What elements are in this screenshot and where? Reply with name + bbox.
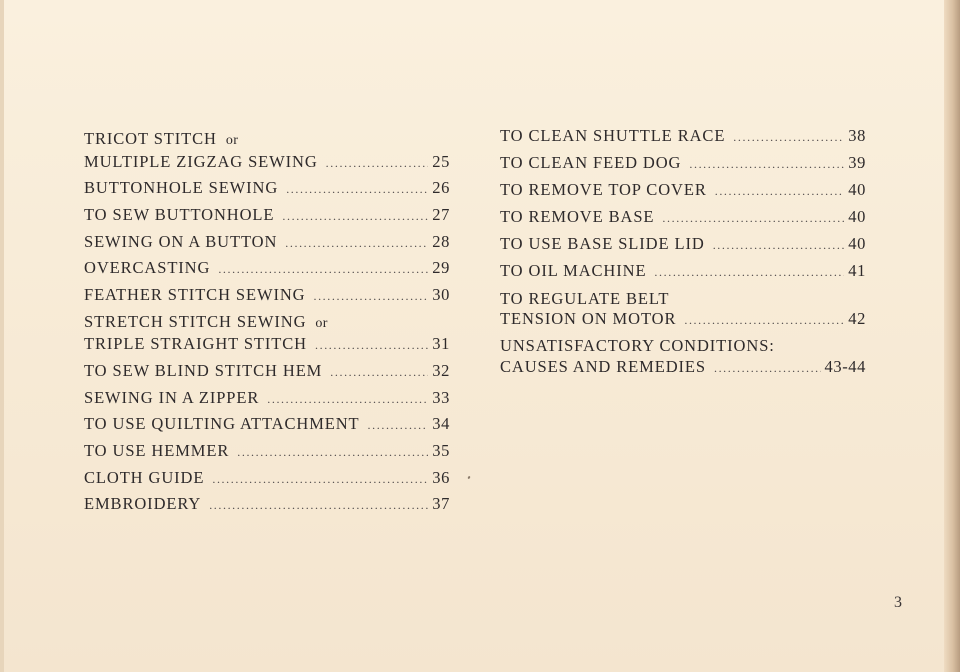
contents-line <box>84 334 450 356</box>
entry-conjunction: or <box>225 133 239 148</box>
dot-leader <box>285 233 428 254</box>
contents-entry <box>84 441 450 463</box>
contents-line <box>500 336 866 357</box>
contents-line <box>84 494 450 516</box>
contents-entry <box>84 388 450 410</box>
entry-page-number: 40 <box>848 180 866 200</box>
entry-page-number: 36 <box>432 467 450 487</box>
dot-leader <box>326 153 429 174</box>
entry-page-number: 33 <box>432 387 450 407</box>
entry-title: TO CLEAN FEED DOG <box>500 153 682 173</box>
contents-entry <box>84 178 450 200</box>
dot-leader <box>715 181 845 202</box>
contents-line <box>84 468 450 490</box>
contents-line <box>500 309 866 331</box>
entry-title: BUTTONHOLE SEWING <box>84 178 279 198</box>
page-left-edge <box>0 0 4 672</box>
entry-page-number: 40 <box>848 207 866 227</box>
contents-entry <box>500 261 866 283</box>
contents-line <box>500 126 866 148</box>
contents-line <box>84 388 450 410</box>
contents-entry <box>84 258 450 280</box>
entry-page-number: 34 <box>432 414 450 434</box>
contents-entry <box>84 285 450 307</box>
entry-title: TENSION ON MOTOR <box>500 309 677 329</box>
dot-leader <box>689 154 844 175</box>
dot-leader <box>218 259 428 280</box>
contents-entry <box>500 336 866 378</box>
entry-page-number: 37 <box>432 494 450 514</box>
entry-title: SEWING ON A BUTTON <box>84 231 278 251</box>
entry-title: TO OIL MACHINE <box>500 261 647 281</box>
entry-page-number: 31 <box>432 334 450 354</box>
contents-entry <box>500 180 866 202</box>
entry-title: TO REMOVE TOP COVER <box>500 180 707 200</box>
entry-title: TO USE QUILTING ATTACHMENT <box>84 414 360 434</box>
dot-leader <box>654 262 844 283</box>
dot-leader <box>714 358 821 379</box>
dot-leader <box>282 206 428 227</box>
contents-entry <box>84 232 450 254</box>
contents-line <box>84 152 450 174</box>
dot-leader <box>713 235 845 256</box>
contents-line <box>500 289 866 310</box>
contents-line <box>84 232 450 254</box>
entry-title: TRICOT STITCH <box>84 129 217 148</box>
entry-title: UNSATISFACTORY CONDITIONS: <box>500 336 775 356</box>
paper-speck <box>467 476 470 480</box>
contents-line <box>84 258 450 280</box>
contents-line <box>84 178 450 200</box>
contents-entry <box>84 129 450 173</box>
entry-page-number: 27 <box>432 204 450 224</box>
dot-leader <box>662 208 844 229</box>
contents-entry <box>500 207 866 229</box>
entry-page-number: 38 <box>848 126 866 145</box>
page-number: 3 <box>894 594 902 611</box>
entry-title: CAUSES AND REMEDIES <box>500 356 706 376</box>
contents-entry <box>84 468 450 490</box>
entry-title: TRIPLE STRAIGHT STITCH <box>84 334 307 354</box>
contents-entry <box>84 361 450 383</box>
entry-page-number: 32 <box>432 360 450 380</box>
entry-page-number: 40 <box>848 234 866 254</box>
entry-title: EMBROIDERY <box>84 494 202 514</box>
dot-leader <box>733 127 844 148</box>
contents-entry <box>500 153 866 175</box>
entry-title: TO SEW BUTTONHOLE <box>84 204 275 224</box>
entry-page-number: 26 <box>432 178 450 198</box>
contents-line <box>500 180 866 202</box>
contents-entry <box>500 126 866 148</box>
dot-leader <box>286 179 428 200</box>
entry-title: TO REGULATE BELT <box>500 288 670 308</box>
contents-entry <box>84 414 450 436</box>
entry-title: MULTIPLE ZIGZAG SEWING <box>84 151 318 171</box>
contents-entry <box>500 234 866 256</box>
page-binding-edge <box>944 0 960 672</box>
entry-title: TO CLEAN SHUTTLE RACE <box>500 126 726 145</box>
entry-title: FEATHER STITCH SEWING <box>84 284 306 304</box>
contents-line <box>500 153 866 175</box>
dot-leader <box>368 415 429 436</box>
entry-page-number: 28 <box>432 231 450 251</box>
dot-leader <box>237 442 428 463</box>
dot-leader <box>209 495 428 516</box>
contents-line <box>84 205 450 227</box>
entry-page-number: 35 <box>432 440 450 460</box>
contents-entry <box>500 289 866 331</box>
contents-line <box>500 234 866 256</box>
entry-page-number: 41 <box>848 261 866 281</box>
entry-title: TO REMOVE BASE <box>500 207 655 227</box>
contents-line <box>84 414 450 436</box>
entry-page-number: 39 <box>848 153 866 173</box>
contents-column-right <box>500 126 866 384</box>
entry-title: TO USE HEMMER <box>84 440 230 460</box>
entry-conjunction: or <box>315 315 328 331</box>
contents-line <box>84 285 450 307</box>
entry-page-number: 30 <box>432 284 450 304</box>
dot-leader <box>313 286 428 307</box>
contents-line <box>84 361 450 383</box>
entry-title: TO SEW BLIND STITCH HEM <box>84 360 323 380</box>
dot-leader <box>684 310 844 331</box>
contents-entry <box>84 494 450 516</box>
entry-title: STRETCH STITCH SEWING <box>84 311 307 331</box>
dot-leader <box>267 389 428 410</box>
contents-line <box>84 312 450 335</box>
entry-title: TO USE BASE SLIDE LID <box>500 234 705 254</box>
contents-line <box>500 261 866 283</box>
dot-leader <box>330 362 428 383</box>
entry-title: CLOTH GUIDE <box>84 467 205 487</box>
entry-page-number: 29 <box>432 258 450 278</box>
entry-page-number: 43-44 <box>824 356 866 376</box>
entry-title: SEWING IN A ZIPPER <box>84 387 260 407</box>
entry-page-number: 42 <box>848 309 866 329</box>
contents-column-left <box>84 129 450 521</box>
contents-entry <box>84 205 450 227</box>
dot-leader <box>315 335 428 356</box>
entry-page-number: 25 <box>432 151 450 171</box>
contents-entry <box>84 312 450 356</box>
entry-title: OVERCASTING <box>84 258 211 278</box>
contents-line <box>84 129 450 152</box>
dot-leader <box>212 469 428 490</box>
contents-line <box>500 357 866 379</box>
contents-line <box>84 441 450 463</box>
contents-line <box>500 207 866 229</box>
